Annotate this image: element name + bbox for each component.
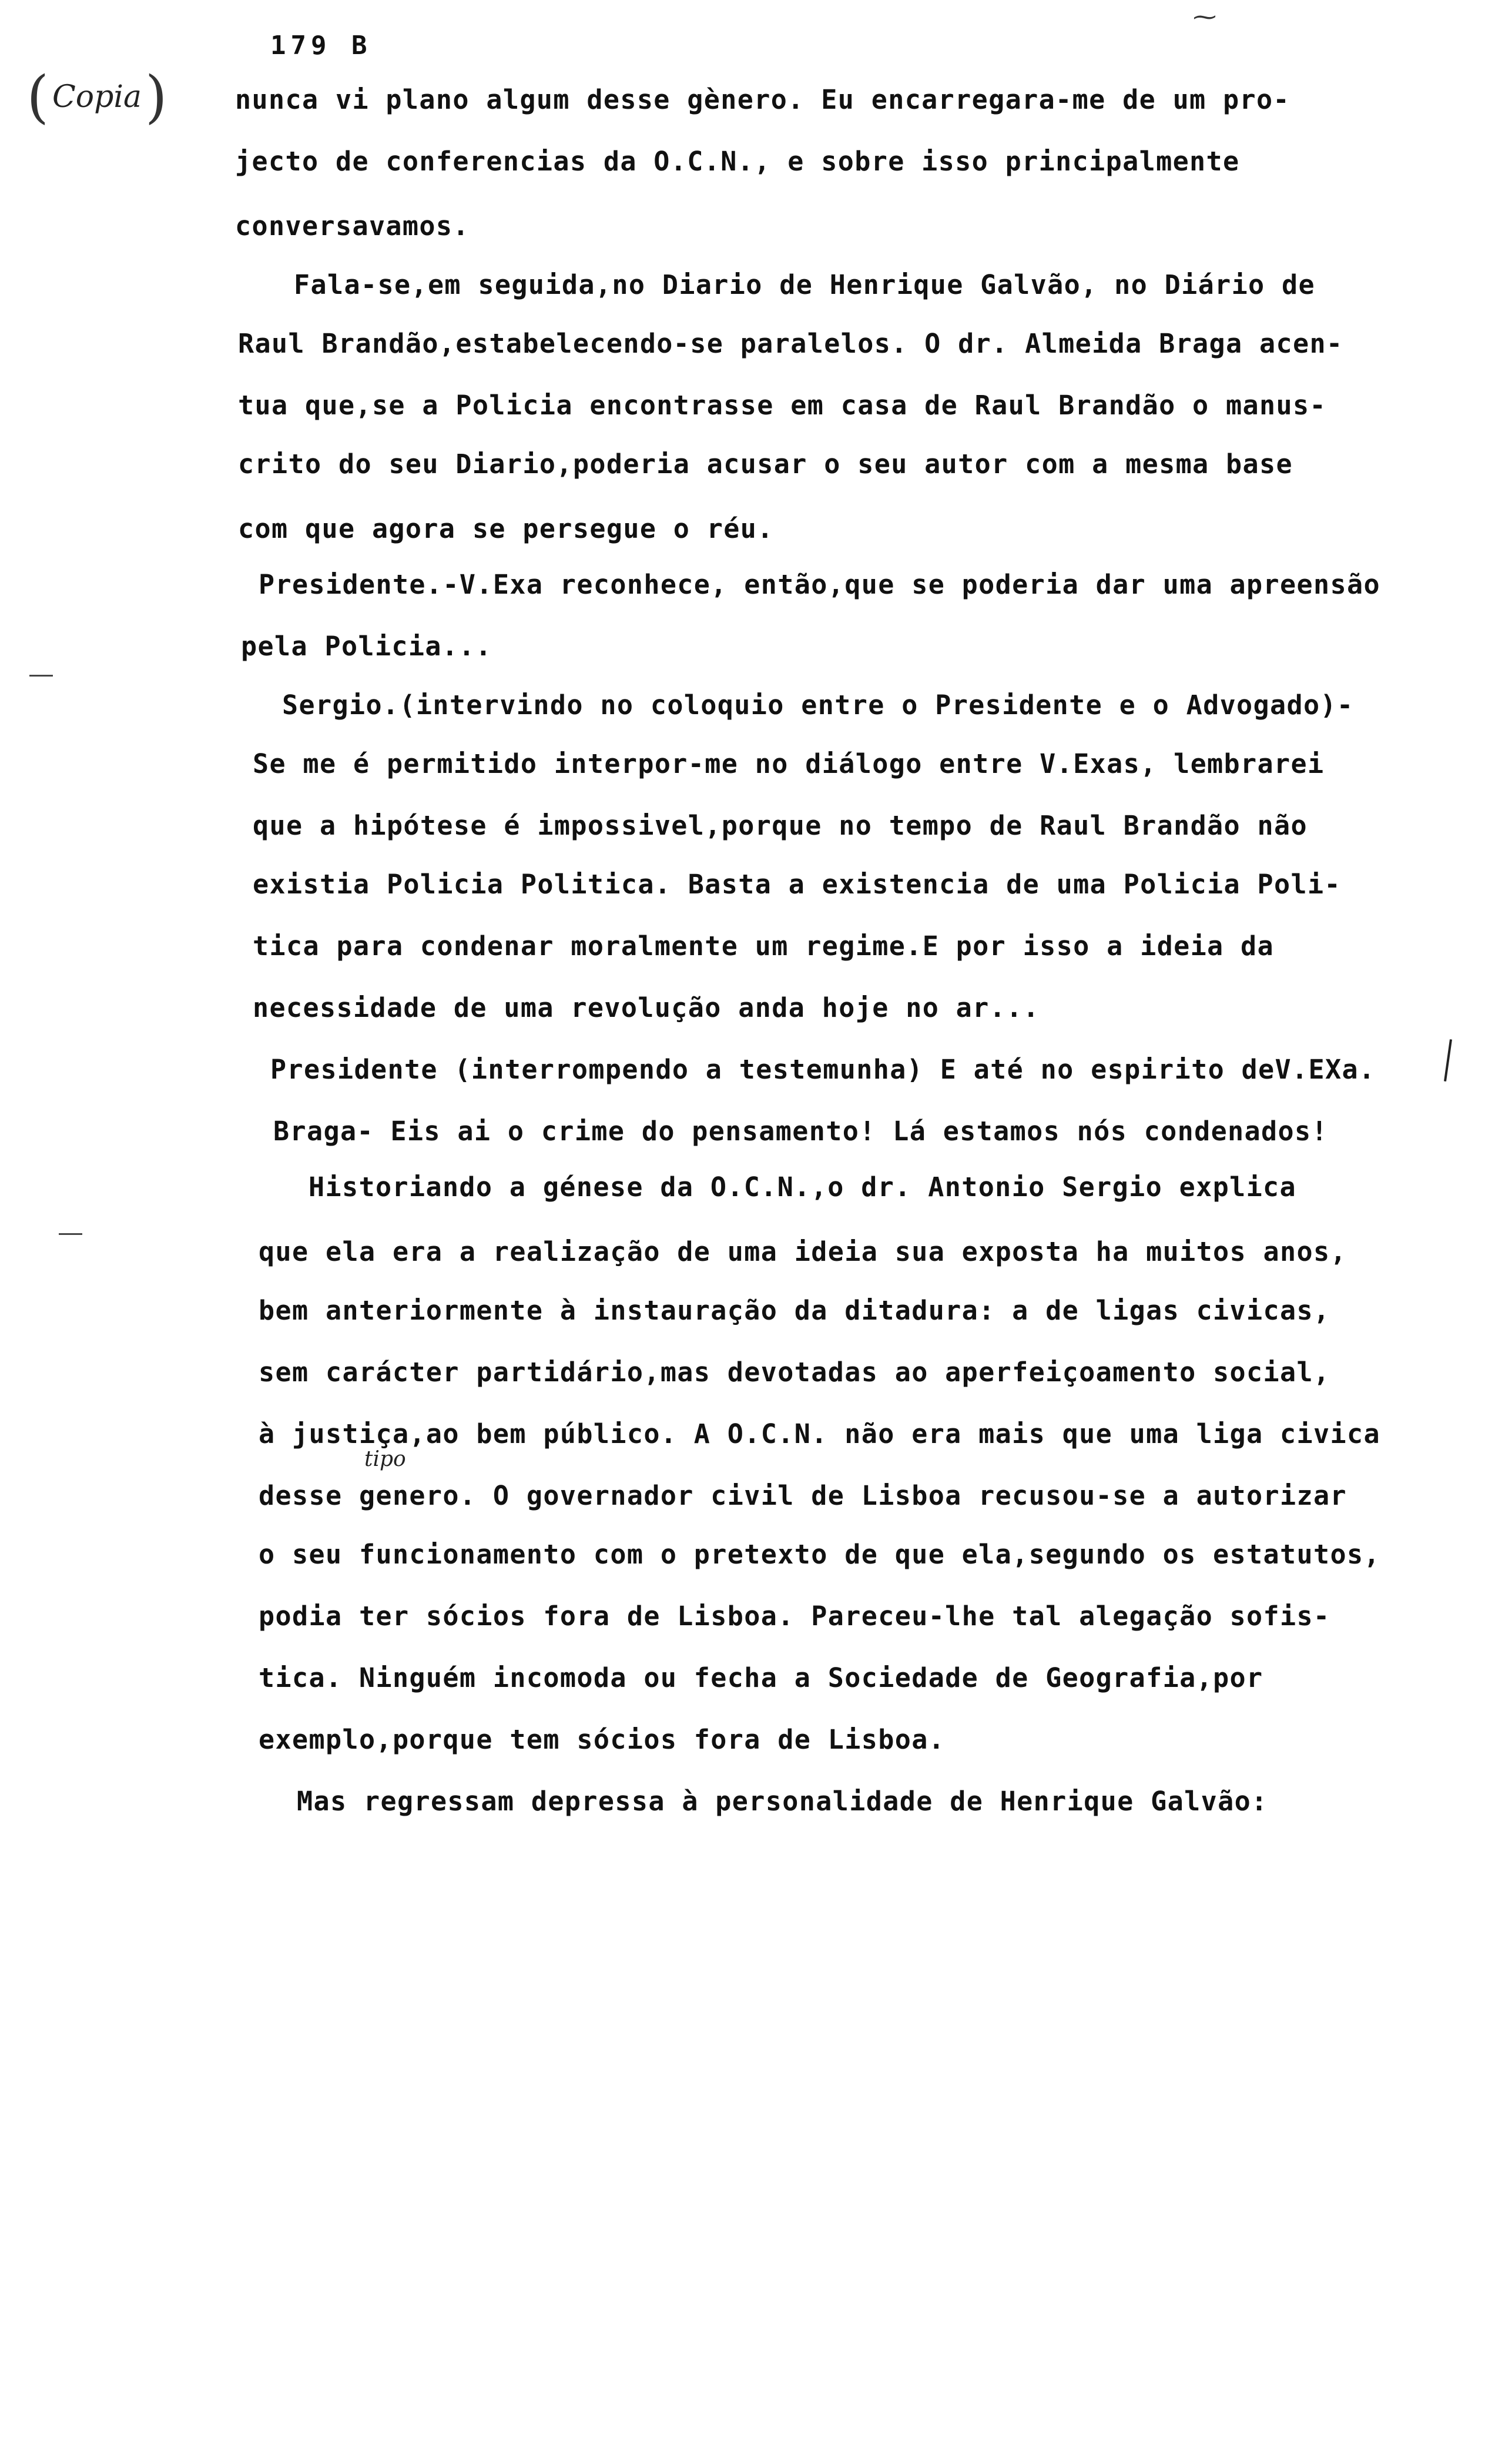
- text-line: Historiando a génese da O.C.N.,o dr. Antonio Sergio explica: [309, 1171, 1297, 1203]
- text-line: sem carácter partidário,mas devotadas ao aperfeiçoamento social,: [259, 1357, 1330, 1388]
- text-line: com que agora se persegue o réu.: [238, 513, 774, 544]
- text-line: Presidente (interrompendo a testemunha) E até no espirito deV.EXa.: [270, 1054, 1376, 1085]
- text-line: bem anteriormente à instauração da ditadura: a de ligas civicas,: [259, 1295, 1330, 1326]
- margin-stroke-mark: [1444, 1039, 1452, 1082]
- page-number: 179 B: [270, 31, 372, 61]
- annotation-text: Copia: [52, 79, 142, 115]
- margin-tick-mark: [29, 675, 53, 677]
- handwritten-annotation: [26, 59, 167, 135]
- text-line: necessidade de uma revolução anda hoje no ar...: [253, 992, 1040, 1023]
- annotation-close-paren: ): [145, 64, 167, 130]
- text-line: Raul Brandão,estabelecendo-se paralelos. O dr. Almeida Braga acen-: [238, 328, 1343, 359]
- text-line: crito do seu Diario,poderia acusar o seu autor com a mesma base: [238, 448, 1293, 480]
- corner-pen-mark: ⁓: [1193, 4, 1216, 31]
- text-line: Sergio.(intervindo no coloquio entre o Presidente e o Advogado)-: [282, 689, 1354, 721]
- text-line: Braga- Eis ai o crime do pensamento! Lá estamos nós condenados!: [273, 1116, 1329, 1147]
- text-line: o seu funcionamento com o pretexto de que ela,segundo os estatutos,: [259, 1539, 1380, 1570]
- text-line: Fala-se,em seguida,no Diario de Henrique Galvão, no Diário de: [294, 269, 1316, 300]
- annotation-open-paren: (: [26, 64, 49, 130]
- text-line: exemplo,porque tem sócios fora de Lisboa.: [259, 1724, 946, 1755]
- text-line: que ela era a realização de uma ideia sua exposta ha muitos anos,: [259, 1236, 1347, 1267]
- text-line: Se me é permitido interpor-me no diálogo entre V.Exas, lembrarei: [253, 748, 1325, 779]
- text-line: tica para condenar moralmente um regime.E por isso a ideia da: [253, 930, 1275, 962]
- text-line: tica. Ninguém incomoda ou fecha a Sociedade de Geografia,por: [259, 1662, 1263, 1693]
- text-line: existia Policia Politica. Basta a existencia de uma Policia Poli-: [253, 869, 1341, 900]
- handwritten-correction: tipo: [364, 1447, 406, 1471]
- text-line: Presidente.-V.Exa reconhece, então,que se poderia dar uma apreensão: [259, 569, 1380, 600]
- text-line: jecto de conferencias da O.C.N., e sobre isso principalmente: [235, 146, 1240, 177]
- text-line: que a hipótese é impossivel,porque no tempo de Raul Brandão não: [253, 810, 1308, 841]
- text-line: conversavamos.: [235, 210, 470, 242]
- text-line: tua que,se a Policia encontrasse em casa de Raul Brandão o manus-: [238, 390, 1326, 421]
- margin-tick-mark: [59, 1233, 82, 1235]
- text-line: desse genero. O governador civil de Lisboa recusou-se a autorizar: [259, 1480, 1347, 1511]
- text-line: Mas regressam depressa à personalidade de Henrique Galvão:: [297, 1786, 1268, 1817]
- text-line: nunca vi plano algum desse gènero. Eu encarregara-me de um pro-: [235, 84, 1290, 115]
- text-line: pela Policia...: [241, 631, 492, 662]
- text-line: podia ter sócios fora de Lisboa. Pareceu-lhe tal alegação sofis-: [259, 1601, 1330, 1632]
- text-line: à justiça,ao bem público. A O.C.N. não era mais que uma liga civica: [259, 1418, 1380, 1449]
